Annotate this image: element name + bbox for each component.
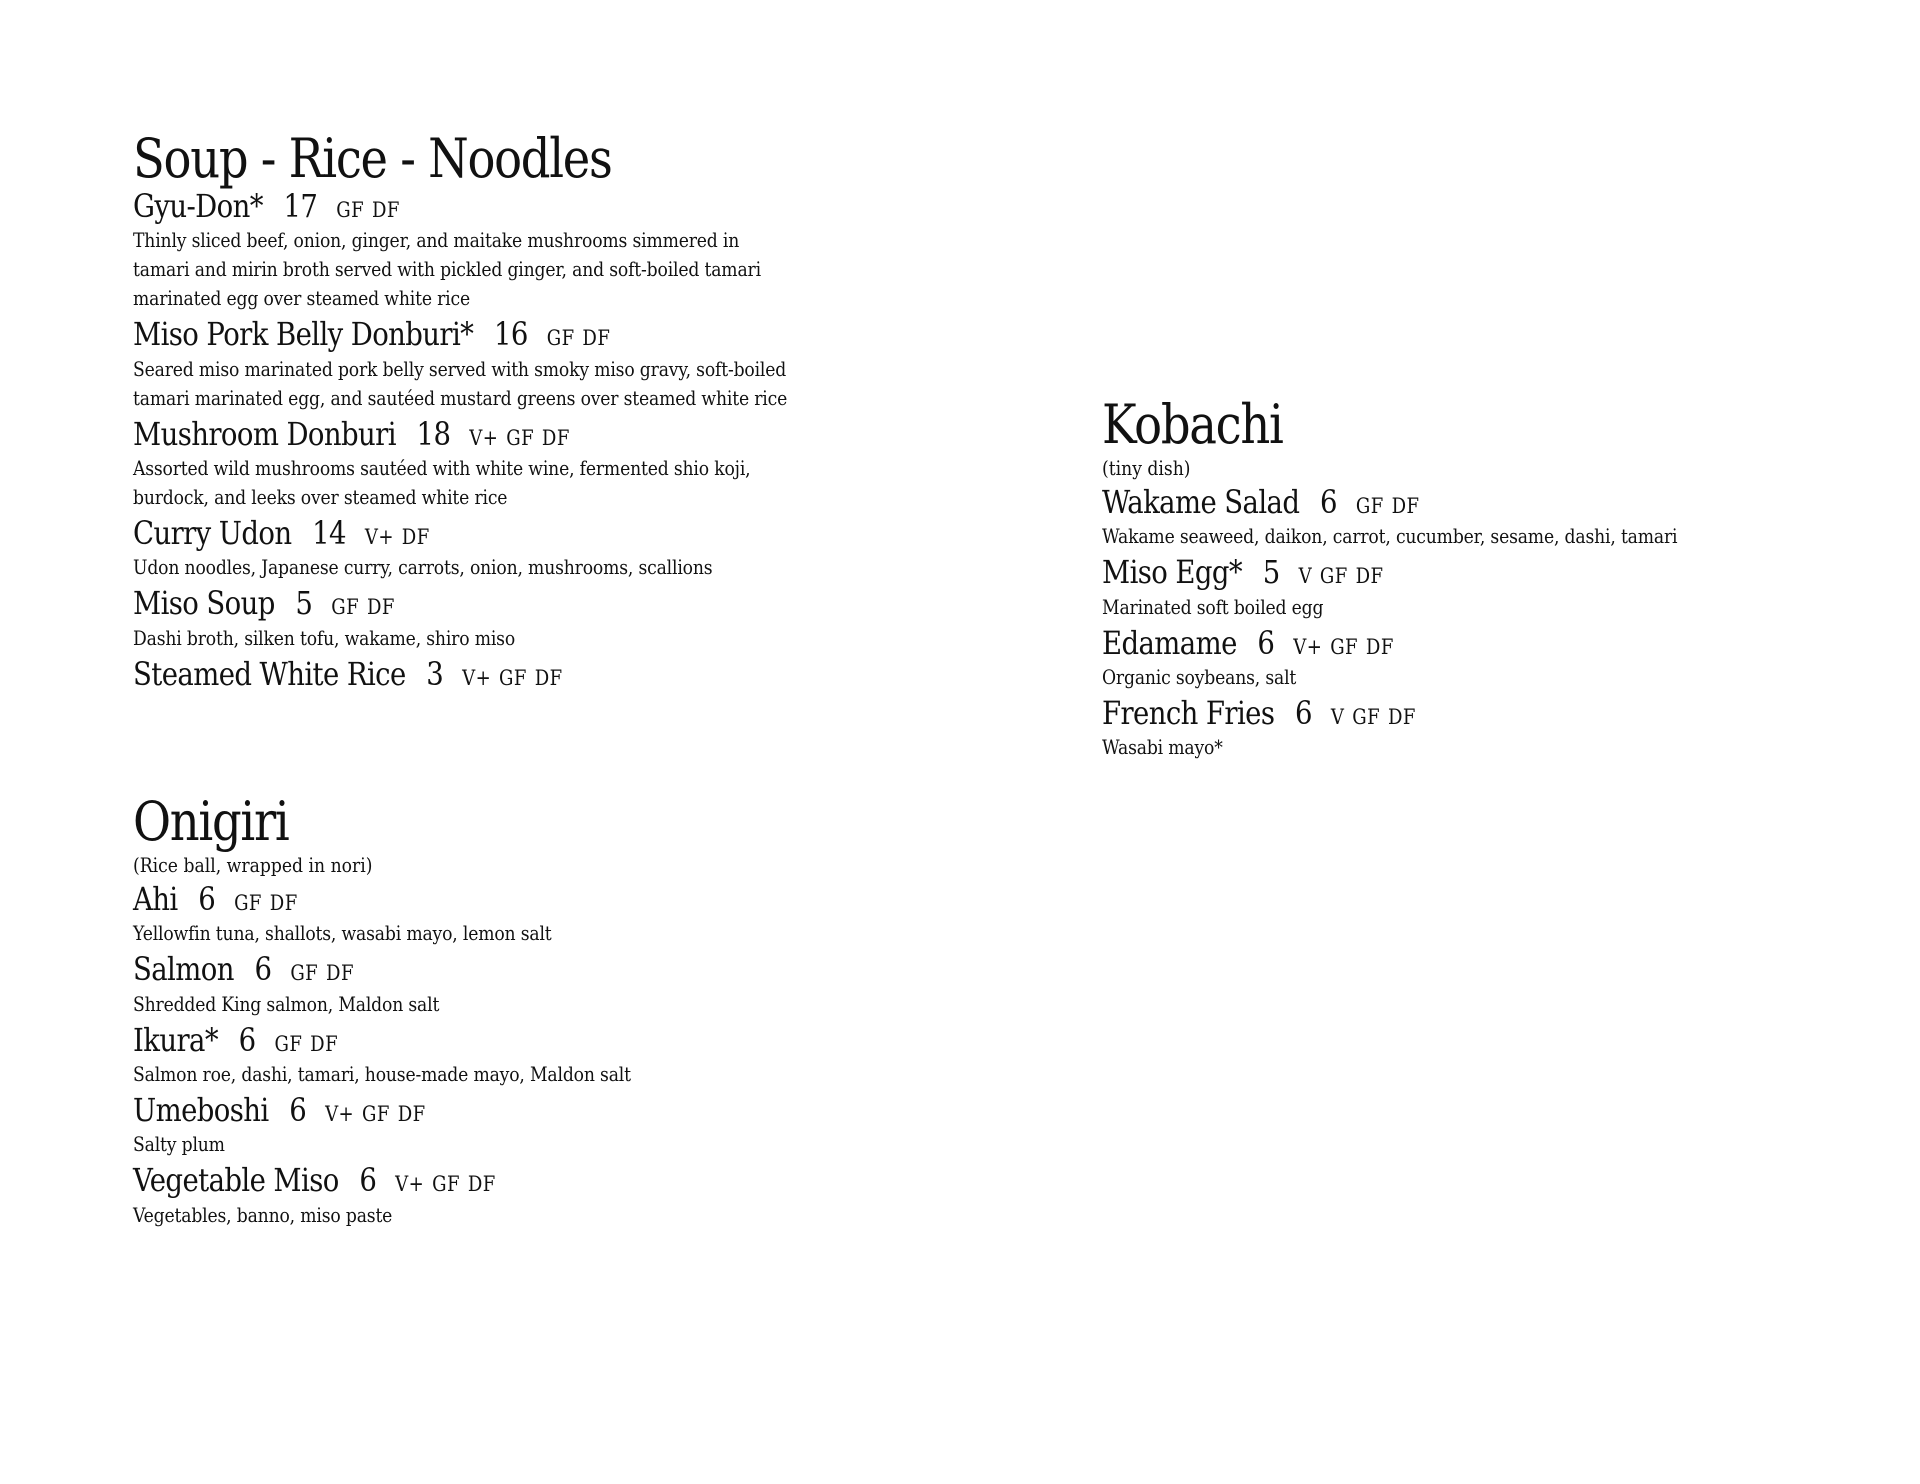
menu-item-description: Marinated soft boiled egg (1102, 594, 1324, 619)
menu-item-name: Curry Udon (133, 513, 292, 552)
menu-item-tags: V+ GF DF (462, 665, 563, 690)
menu-item-tags: V+ GF DF (395, 1172, 496, 1197)
menu-item-price: 3 (426, 654, 444, 693)
section-kobachi (1102, 393, 1822, 763)
menu-item-name: Umeboshi (133, 1090, 269, 1129)
section-title: Soup - Rice - Noodles (133, 127, 612, 190)
menu-item-header (133, 654, 787, 694)
menu-item-description: Seared miso marinated pork belly served with smoky miso gravy, soft-boiled tamari marinated egg, and sautéed mustard greens over steamed white rice (133, 356, 788, 410)
menu-list (133, 879, 893, 1230)
menu-item-name: Miso Soup (133, 584, 275, 623)
menu-item-name: Mushroom Donburi (133, 414, 396, 453)
menu-item-tags: V+ GF DF (469, 425, 570, 450)
menu-item (1102, 623, 1822, 692)
menu-item-header (1102, 552, 1721, 592)
menu-item-tags: GF DF (1355, 494, 1420, 518)
section-subtitle: (Rice ball, wrapped in nori) (133, 853, 373, 877)
menu-item-price: 6 (238, 1020, 256, 1059)
menu-item-header (133, 949, 787, 989)
menu-item (133, 1160, 893, 1229)
menu-item-name: Miso Pork Belly Donburi* (133, 315, 474, 354)
menu-item-tags: V+ DF (364, 524, 430, 549)
menu-item (133, 583, 893, 652)
section-soup-rice-noodles (133, 127, 893, 694)
menu-item-price: 6 (198, 880, 216, 918)
menu-item-name: Salmon (133, 950, 234, 989)
menu-item-tags: GF DF (546, 326, 611, 351)
menu-item-name: French Fries (1102, 693, 1275, 732)
menu-item-description: Dashi broth, silken tofu, wakame, shiro miso (133, 625, 516, 650)
menu-item-description: Assorted wild mushrooms sautéed with white wine, fermented shio koji, burdock, and leeks over steamed white rice (133, 455, 751, 509)
menu-item (133, 513, 893, 582)
menu-item (1102, 552, 1822, 621)
menu-item-description: Salty plum (133, 1132, 225, 1157)
menu-item-price: 16 (493, 315, 528, 354)
section-title: Onigiri (133, 790, 289, 853)
menu-item-tags: GF DF (331, 595, 395, 620)
menu-item-header (133, 513, 787, 553)
menu-item-name: Miso Egg* (1102, 553, 1243, 592)
menu-item-tags: GF DF (290, 961, 354, 986)
menu-item (133, 1090, 893, 1159)
menu-item-description: Vegetables, banno, miso paste (133, 1202, 393, 1227)
menu-list (1102, 482, 1822, 762)
menu-item-price: 17 (283, 187, 318, 225)
menu-item-header (133, 583, 787, 623)
menu-item-tags: GF DF (336, 198, 400, 222)
menu-item-price: 14 (312, 513, 346, 552)
menu-item-price: 6 (359, 1161, 377, 1200)
menu-item-header (133, 414, 787, 454)
menu-item (1102, 693, 1822, 762)
section-subtitle: (tiny dish) (1102, 456, 1191, 480)
menu-item-price: 5 (1262, 553, 1280, 592)
menu-item (133, 654, 893, 694)
menu-item-header (133, 879, 787, 919)
menu-item-price: 6 (1257, 623, 1275, 662)
menu-item-tags: GF DF (274, 1031, 339, 1056)
menu-item-header (1102, 693, 1721, 733)
menu-item-description: Organic soybeans, salt (1102, 664, 1297, 689)
menu-item-tags: V+ GF DF (1293, 634, 1394, 659)
menu-item-price: 6 (1320, 483, 1337, 521)
menu-item-name: Wakame Salad (1102, 483, 1300, 521)
menu-item-header (133, 314, 787, 354)
menu-item-tags: V+ GF DF (325, 1101, 426, 1126)
menu-item (133, 186, 893, 313)
menu-item-price: 5 (295, 584, 313, 623)
section-onigiri (133, 790, 893, 1231)
menu-item (133, 879, 893, 948)
menu-item-tags: V GF DF (1330, 704, 1416, 729)
menu-item-tags: GF DF (234, 891, 298, 915)
menu-item-header (1102, 623, 1721, 663)
menu-item-description: Shredded King salmon, Maldon salt (133, 991, 440, 1016)
menu-item-header (133, 1160, 787, 1200)
menu-item-header (1102, 482, 1721, 522)
menu-item-name: Steamed White Rice (133, 654, 406, 693)
menu-item-description: Thinly sliced beef, onion, ginger, and maitake mushrooms simmered in tamari and mirin broth served with pickled ginger, and soft-boiled tamari marinated egg over steamed white rice (133, 228, 761, 311)
menu-item-price: 6 (1295, 693, 1312, 732)
menu-item-price: 18 (416, 414, 451, 453)
menu-item (133, 1020, 893, 1089)
menu-list (133, 186, 893, 694)
menu-item-description: Yellowfin tuna, shallots, wasabi mayo, lemon salt (133, 921, 552, 946)
menu-item-header (133, 1090, 787, 1130)
menu-item-name: Gyu-Don* (133, 187, 263, 225)
menu-item-description: Wasabi mayo* (1102, 735, 1223, 760)
menu-item-description: Wakame seaweed, daikon, carrot, cucumber, sesame, dashi, tamari (1102, 524, 1678, 549)
menu-item-price: 6 (289, 1090, 307, 1129)
menu-item-header (133, 1020, 787, 1060)
menu-item-tags: V GF DF (1298, 564, 1384, 589)
menu-item (133, 949, 893, 1018)
section-title: Kobachi (1102, 393, 1283, 456)
menu-item-header (133, 186, 787, 226)
menu-item (133, 414, 893, 512)
menu-item-name: Ikura* (133, 1020, 218, 1059)
menu-item-price: 6 (254, 950, 272, 989)
menu-item (1102, 482, 1822, 551)
menu-item-name: Ahi (133, 880, 178, 918)
menu-item-description: Udon noodles, Japanese curry, carrots, onion, mushrooms, scallions (133, 555, 713, 580)
menu-item-description: Salmon roe, dashi, tamari, house-made mayo, Maldon salt (133, 1061, 631, 1086)
menu-item-name: Vegetable Miso (133, 1161, 339, 1200)
menu-item-name: Edamame (1102, 623, 1237, 662)
menu-item (133, 314, 893, 412)
